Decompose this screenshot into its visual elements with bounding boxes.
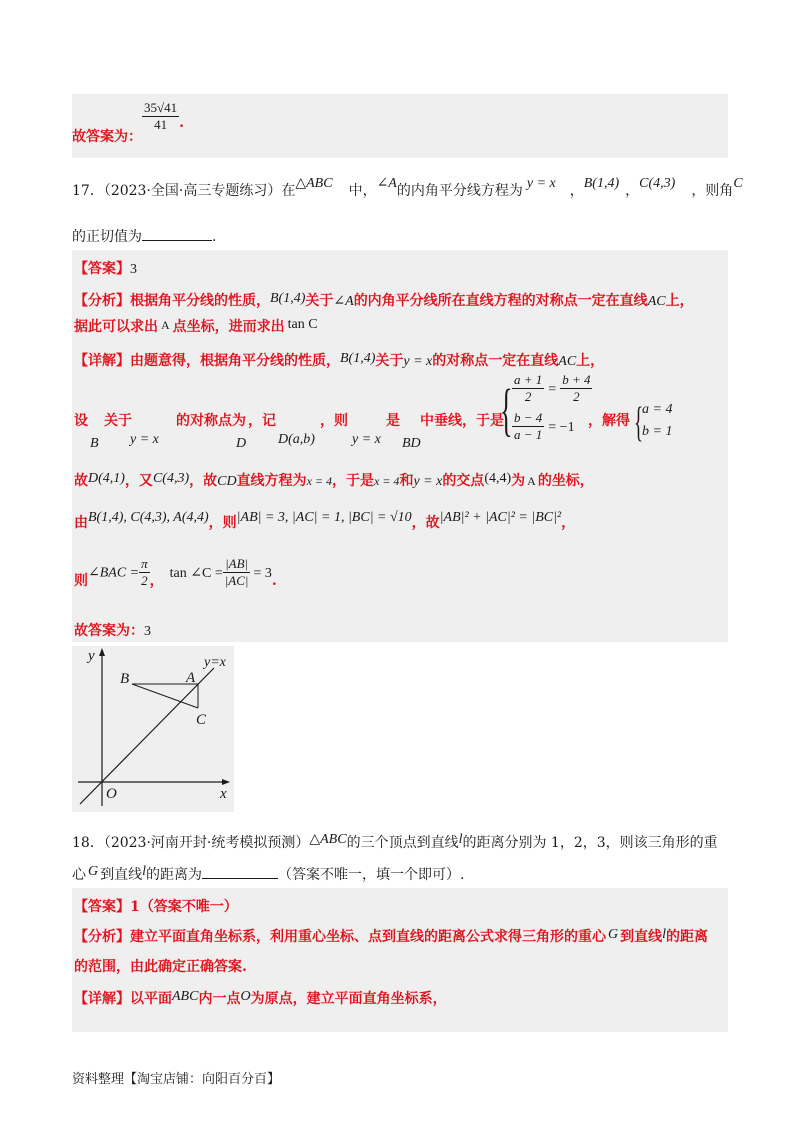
text: ，又 — [124, 473, 153, 489]
plane-abc: ABC — [172, 989, 199, 1004]
analysis-tag: 【分析】 — [74, 293, 130, 309]
system-brace: { — [500, 377, 513, 442]
analysis-tag: 【分析】 — [74, 929, 130, 945]
answer-blank[interactable] — [142, 240, 212, 241]
text: 心 — [72, 867, 86, 883]
set-word-2: 关于 — [104, 413, 132, 429]
q17-detail-line-ze — [74, 556, 277, 589]
text: 到直线 — [620, 929, 663, 945]
fraction-numerator: π — [141, 556, 148, 571]
side-lengths: |AB| = 3, |AC| = 1, |BC| = √10 — [236, 510, 412, 525]
label-line: y=x — [204, 655, 226, 670]
text: 的坐标， — [537, 473, 594, 489]
equals-three: = 3 — [253, 565, 272, 581]
text: 则 — [74, 572, 88, 589]
label-x: x — [220, 786, 227, 802]
label-a: A — [186, 670, 196, 686]
text: 直线方程为 — [236, 473, 307, 489]
text: 为 — [511, 473, 526, 489]
text: 在 — [281, 183, 296, 199]
q18-detail-line1 — [74, 988, 447, 1008]
text: 关于 — [375, 353, 404, 369]
q18-stem-line2 — [72, 864, 464, 884]
text: ，则 — [208, 515, 237, 531]
line-ac: AC — [558, 354, 577, 369]
answer-label: 故答案为： — [72, 128, 142, 145]
angle-c: C — [733, 176, 743, 191]
detail-tag: 【详解】 — [74, 353, 130, 369]
line-ac: AC — [647, 294, 666, 309]
solution-a: a = 4 — [642, 402, 673, 417]
text: ， — [625, 183, 640, 199]
answer-value: 3 — [130, 262, 137, 277]
line-equation: y = x — [526, 176, 556, 191]
line-equation: y = x — [413, 474, 443, 489]
line-l: l — [662, 927, 667, 942]
text: 关于 — [305, 293, 334, 309]
question-number: 17． — [72, 183, 104, 199]
question-number: 18． — [72, 835, 104, 851]
point-b: B(1,4) — [340, 351, 376, 366]
q17-analysis-line2 — [74, 316, 318, 336]
equals: = — [548, 381, 557, 397]
text: 根据角平分线的性质， — [130, 293, 270, 309]
answer-value: 1（答案不唯一） — [130, 899, 238, 915]
centroid-g: G — [608, 927, 619, 942]
page-footer: 资料整理【淘宝店铺：向阳百分百】 — [72, 1072, 281, 1087]
tan-c: tan C — [287, 317, 318, 332]
q18-analysis-line2 — [74, 956, 247, 976]
text: 上， — [665, 293, 694, 309]
solve-label: ，解得 — [588, 413, 630, 429]
text: 的距离为 — [146, 867, 203, 883]
line-l: l — [142, 864, 147, 879]
point-44: (4,4) — [484, 471, 512, 486]
triangle-abc: △ABC — [309, 832, 347, 847]
set-math-yx: y = x — [130, 432, 159, 447]
q17-final-answer — [74, 620, 151, 640]
text: 故 — [74, 473, 88, 489]
solution-b: b = 1 — [642, 424, 673, 439]
set-math-d: D — [236, 436, 247, 451]
point-c: C(4,3) — [152, 471, 190, 486]
line-x4: x = 4 — [374, 474, 400, 488]
triangle-abc: △ABC — [295, 176, 333, 191]
answer-value: 3 — [144, 624, 151, 639]
text: 的三个顶点到直线 — [346, 835, 459, 851]
text: 的距离分别为 1，2，3，则该三角形的重 — [462, 835, 718, 851]
q17-stem-line1 — [72, 176, 743, 200]
line-cd: CD — [217, 474, 237, 489]
text: 的内角平分线所在直线方程的对称点一定在直线 — [353, 293, 648, 309]
q17-analysis-line1 — [74, 290, 694, 310]
text: 的距离 — [666, 929, 709, 945]
fraction-numerator: b + 4 — [562, 372, 591, 387]
text: 为原点，建立平面直角坐标系， — [250, 991, 447, 1007]
fraction-numerator: b − 4 — [514, 410, 543, 425]
fraction-denominator: 2 — [141, 573, 148, 588]
text: 的交点 — [442, 473, 485, 489]
question-source: （2023·河南开封·统考模拟预测） — [103, 835, 310, 851]
q18-stem-line1 — [72, 832, 718, 852]
angle-bac: ∠BAC = — [88, 565, 140, 581]
set-word-3: 的对称点为 — [176, 413, 246, 429]
text: ， — [561, 515, 576, 531]
text: （答案不唯一，填一个即可）. — [278, 867, 465, 883]
text: . — [212, 229, 217, 245]
set-word-7: 中垂线，于是 — [420, 413, 504, 429]
set-word-1: 设 — [74, 413, 88, 429]
set-math-bd: BD — [402, 436, 421, 451]
detail-tag: 【详解】 — [74, 991, 130, 1007]
centroid-g: G — [88, 864, 99, 879]
answer-blank[interactable] — [202, 878, 278, 879]
text: ，故 — [411, 515, 440, 531]
set-math-yx2: y = x — [352, 432, 381, 447]
text: 点坐标，进而求出 — [172, 319, 285, 335]
angle-a: ∠A — [376, 176, 397, 191]
q17-answer — [74, 258, 137, 278]
text: 由 — [74, 515, 88, 531]
point-b: B(1,4) — [270, 291, 306, 306]
fraction-denominator: |AC| — [224, 573, 249, 588]
fraction-numerator: |AB| — [223, 556, 251, 573]
fraction-denominator: 2 — [573, 389, 580, 404]
text: ，故 — [189, 473, 218, 489]
point-a: A — [527, 474, 536, 488]
set-math-dab: D(a,b) — [278, 432, 315, 447]
solution-brace: { — [634, 400, 644, 446]
q17-detail-line-by — [74, 506, 576, 531]
q16-answer — [72, 100, 185, 145]
label-b: B — [120, 671, 130, 687]
fraction-denominator: a − 1 — [514, 427, 543, 442]
point-c: C(4,3) — [639, 176, 676, 191]
q17-detail-line-d — [74, 470, 594, 490]
line-x4: x = 4 — [306, 474, 332, 488]
system-eq2 — [512, 410, 575, 443]
text: . — [271, 572, 277, 589]
angle-a: ∠A — [333, 294, 354, 309]
fraction-denominator: 41 — [154, 117, 168, 132]
answer-tag: 【答案】 — [74, 899, 130, 915]
label-o: O — [106, 786, 117, 802]
text: 的正切值为 — [72, 229, 142, 245]
text: ， — [149, 572, 164, 589]
label-y: y — [88, 648, 95, 664]
fraction-numerator: a + 1 — [514, 372, 543, 387]
answer-tag: 【答案】 — [74, 261, 130, 277]
q17-stem-line2 — [72, 226, 216, 246]
answer-label: 故答案为： — [74, 623, 144, 639]
origin-o: O — [240, 989, 251, 1004]
text: 的范围，由此确定正确答案. — [74, 959, 247, 975]
text: 由题意得，根据角平分线的性质， — [130, 353, 340, 369]
system-eq1 — [512, 372, 592, 405]
text: 到直线 — [100, 867, 143, 883]
set-word-6: 是 — [386, 413, 400, 429]
fraction-numerator: 35√41 — [144, 100, 178, 115]
text: 据此可以求出 — [74, 319, 158, 335]
line-l: l — [458, 832, 463, 847]
text: 建立平面直角坐标系，利用重心坐标、点到直线的距离公式求得三角形的重心 — [130, 929, 606, 945]
text: 以平面 — [130, 991, 172, 1007]
point-d: D(4,1) — [88, 471, 125, 486]
point-b: B(1,4) — [583, 176, 620, 191]
q17-detail-line1 — [74, 350, 604, 370]
set-word-5: ，则 — [320, 413, 348, 429]
answer-period: . — [179, 114, 185, 131]
pythagoras: |AB|² + |AC|² = |BC|² — [439, 510, 562, 525]
q18-answer — [74, 896, 238, 916]
text: 上， — [576, 353, 605, 369]
q18-analysis-line1 — [74, 926, 708, 946]
point-a: A — [161, 318, 170, 332]
tan-angle-c: tan ∠C = — [169, 565, 223, 581]
text: 内一点 — [198, 991, 241, 1007]
line-equation: y = x — [403, 354, 433, 369]
label-c: C — [196, 712, 207, 728]
question-source: （2023·全国·高三专题练习） — [103, 183, 282, 199]
set-word-4: ，记 — [248, 413, 276, 429]
text: 的内角平分线方程为 — [396, 183, 523, 199]
text: 的对称点一定在直线 — [432, 353, 559, 369]
set-math-b: B — [90, 436, 99, 451]
coordinate-figure — [72, 646, 234, 812]
text: ， — [569, 183, 584, 199]
equals-minus-one: = −1 — [548, 419, 575, 435]
text: ，则角 — [691, 183, 734, 199]
points-bca: B(1,4), C(4,3), A(4,4) — [88, 510, 209, 525]
text: 中， — [348, 183, 377, 199]
text: ，于是 — [332, 473, 374, 489]
fraction-denominator: 2 — [524, 389, 532, 404]
text: 和 — [399, 473, 414, 489]
